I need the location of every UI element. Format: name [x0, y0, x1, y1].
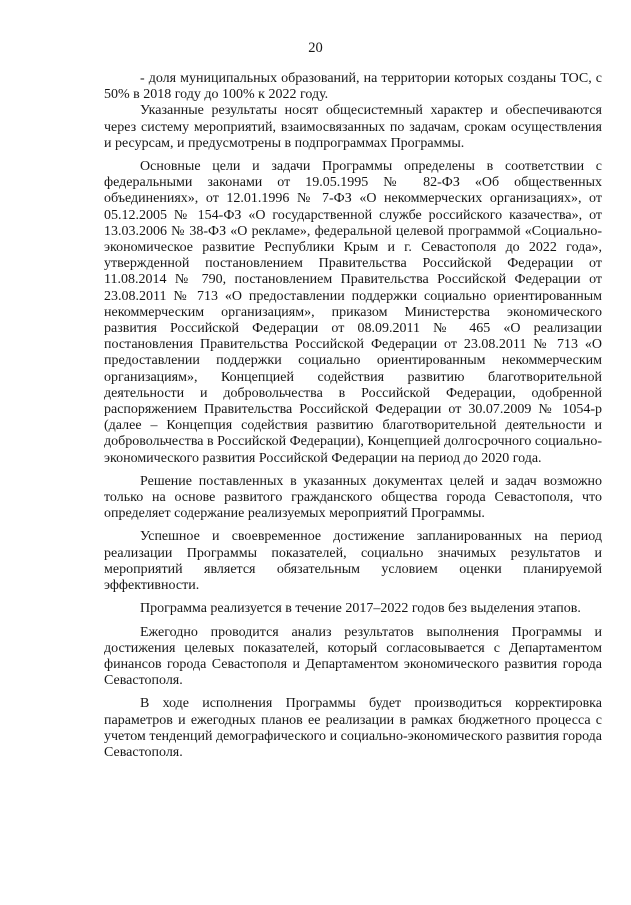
paragraph-results: Указанные результаты носят общесистемный характер и обеспечиваются через систему мероприятий, взаимосвязанных по задачам, срокам осуществления и ресурсам, и предусмотрены в подпрограммах Программы.: [104, 103, 602, 151]
paragraph-annual-analysis: Ежегодно проводится анализ результатов выполнения Программы и достижения целевых показателей, который согласовывается с Департаментом финансов города Севастополя и Департаментом экономического развития города Севастополя.: [104, 624, 602, 689]
paragraph-adjustment: В ходе исполнения Программы будет производиться корректировка параметров и ежегодных планов ее реализации в рамках бюджетного процесса с учетом тенденций демографического и социально-экономического развития города Севастополя.: [104, 696, 602, 760]
paragraph-solution: Решение поставленных в указанных документах целей и задач возможно только на основе развитого гражданского общества города Севастополя, что определяет содержание реализуемых мероприятий Программы.: [104, 473, 602, 522]
document-body: [104, 71, 602, 761]
page-number: 20: [308, 40, 323, 56]
paragraph-indicator-tos: - доля муниципальных образований, на территории которых созданы ТОС, с 50% в 2018 году до 100% к 2022 году.: [104, 71, 602, 103]
paragraph-goals-basis: Основные цели и задачи Программы определены в соответствии с федеральными законами от 19.05.1995 № 82-ФЗ «Об общественных объединениях», от 12.01.1996 № 7-ФЗ «О некоммерческих организациях», от 05.12.2005 № 154-ФЗ «О государственной службе российского казачества», от 13.03.2006 № 38-ФЗ «О рекламе», федеральной целевой программой «Социально-экономическое развитие Республики Крым и г. Севастополя до 2022 года», утвержденной постановлением Правительства Российской Федерации от 11.08.2014 № 790, постановлением Правительства Российской Федерации от 23.08.2011 № 713 «О предоставлении поддержки социально ориентированным некоммерческим организациям», приказом Министерства экономического развития Российской Федерации от 08.09.2011 № 465 «О реализации постановления Правительства Российской Федерации от 23.08.2011 № 713 «О предоставлении поддержки социально ориентированным некоммерческим организациям», Концепцией содействия развитию благотворительной деятельности и добровольчества в Российской Федерации, одобренной распоряжением Правительства Российской Федерации от 30.07.2009 № 1054-р (далее – Концепция содействия развитию благотворительной деятельности и добровольчества в Российской Федерации), Концепцией долгосрочного социально-экономического развития Российской Федерации на период до 2020 года.: [104, 159, 602, 466]
paragraph-achievement: Успешное и своевременное достижение запланированных на период реализации Программы показателей, социально значимых результатов и мероприятий является обязательным условием оценки планируемой эффективности.: [104, 529, 602, 594]
paragraph-period: Программа реализуется в течение 2017–2022 годов без выделения этапов.: [140, 601, 581, 617]
